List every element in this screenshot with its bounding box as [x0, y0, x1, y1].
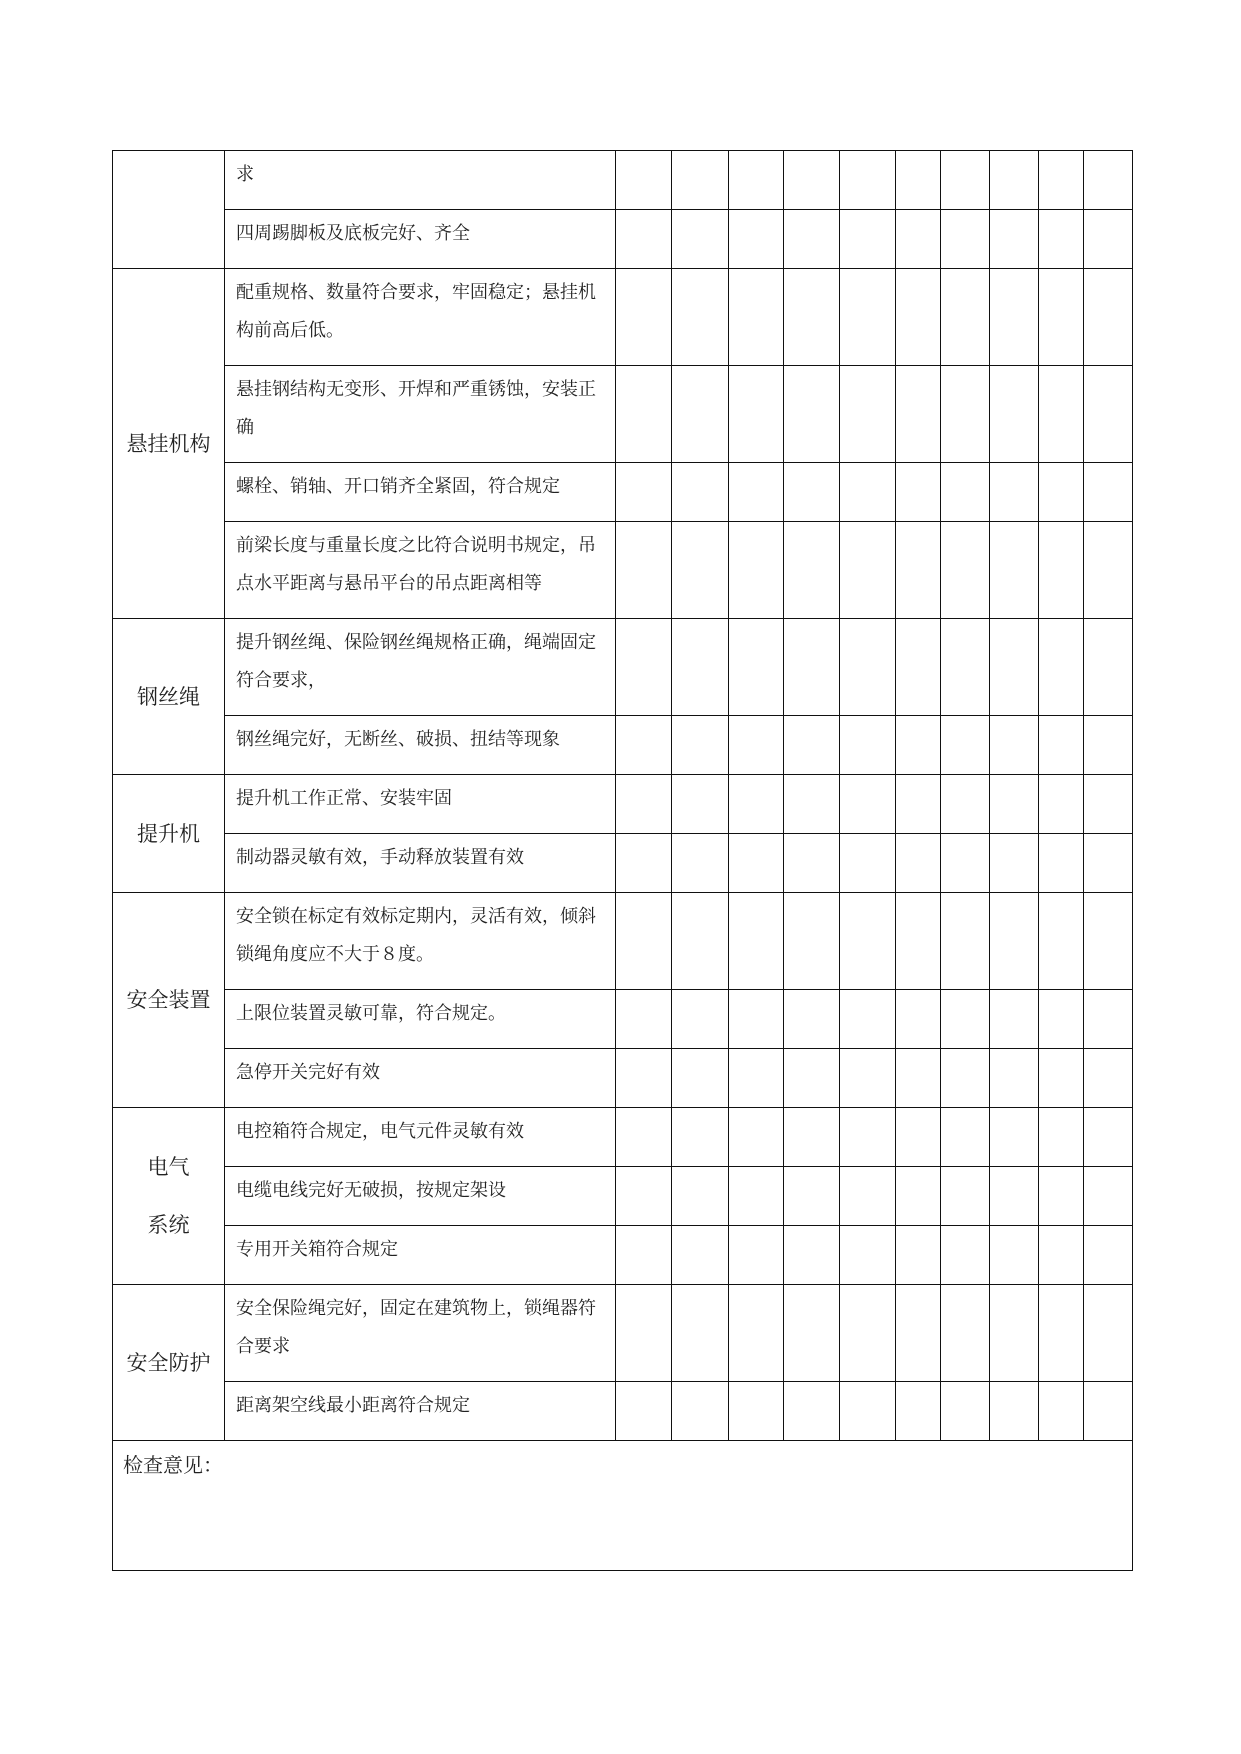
inspection-table — [112, 150, 1133, 1571]
table-row — [113, 893, 1133, 990]
category-cell — [113, 151, 225, 269]
table-row — [113, 1382, 1133, 1441]
table-row — [113, 1049, 1133, 1108]
category-cell: 悬挂机构 — [113, 269, 225, 619]
check-item: 四周踢脚板及底板完好、齐全 — [225, 210, 616, 269]
check-item: 求 — [225, 151, 616, 210]
check-item: 钢丝绳完好，无断丝、破损、扭结等现象 — [225, 716, 616, 775]
table-row — [113, 210, 1133, 269]
check-item: 悬挂钢结构无变形、开焊和严重锈蚀，安装正确 — [225, 366, 616, 463]
table-row — [113, 522, 1133, 619]
category-line: 电气 — [147, 1155, 190, 1179]
table-row — [113, 1226, 1133, 1285]
check-item: 提升机工作正常、安装牢固 — [225, 775, 616, 834]
table-row — [113, 990, 1133, 1049]
check-item: 配重规格、数量符合要求，牢固稳定；悬挂机构前高后低。 — [225, 269, 616, 366]
check-item: 提升钢丝绳、保险钢丝绳规格正确，绳端固定符合要求， — [225, 619, 616, 716]
category-cell: 安全装置 — [113, 893, 225, 1108]
table-row — [113, 619, 1133, 716]
opinion-cell[interactable] — [113, 1441, 1133, 1571]
check-item: 距离架空线最小距离符合规定 — [225, 1382, 616, 1441]
opinion-row — [113, 1441, 1133, 1571]
table-row — [113, 151, 1133, 210]
category-cell: 提升机 — [113, 775, 225, 893]
table-row — [113, 1285, 1133, 1382]
opinion-label: 检查意见： — [123, 1453, 223, 1477]
check-item: 电缆电线完好无破损，按规定架设 — [225, 1167, 616, 1226]
category-line: 系统 — [147, 1213, 190, 1237]
check-item: 电控箱符合规定，电气元件灵敏有效 — [225, 1108, 616, 1167]
table-row — [113, 366, 1133, 463]
table-row — [113, 775, 1133, 834]
check-item: 急停开关完好有效 — [225, 1049, 616, 1108]
check-item: 上限位装置灵敏可靠，符合规定。 — [225, 990, 616, 1049]
category-cell: 钢丝绳 — [113, 619, 225, 775]
table-row — [113, 834, 1133, 893]
check-item: 安全锁在标定有效标定期内，灵活有效，倾斜锁绳角度应不大于８度。 — [225, 893, 616, 990]
check-item: 专用开关箱符合规定 — [225, 1226, 616, 1285]
table-row — [113, 1167, 1133, 1226]
check-item: 前梁长度与重量长度之比符合说明书规定，吊点水平距离与悬吊平台的吊点距离相等 — [225, 522, 616, 619]
category-cell: 安全防护 — [113, 1285, 225, 1441]
table-row — [113, 269, 1133, 366]
category-cell — [113, 1108, 225, 1285]
check-item: 螺栓、销轴、开口销齐全紧固，符合规定 — [225, 463, 616, 522]
table-row — [113, 463, 1133, 522]
table-row — [113, 1108, 1133, 1167]
table-row — [113, 716, 1133, 775]
check-item: 制动器灵敏有效，手动释放装置有效 — [225, 834, 616, 893]
check-item: 安全保险绳完好，固定在建筑物上，锁绳器符合要求 — [225, 1285, 616, 1382]
